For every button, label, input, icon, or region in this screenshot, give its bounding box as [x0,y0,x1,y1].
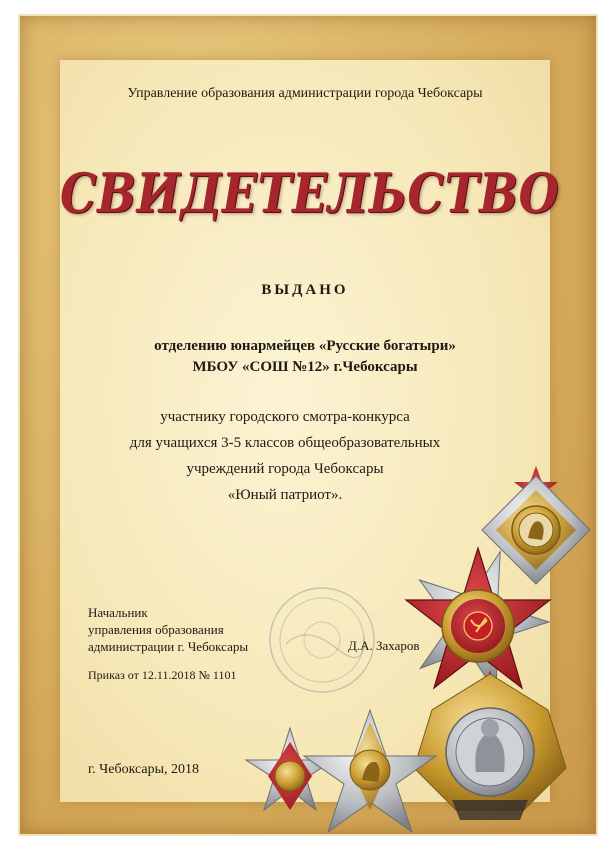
recipient-line: отделению юнармейцев «Русские богатыри» [154,338,456,354]
signer-title-line: администрации г. Чебоксары [88,639,249,654]
issuer-line: Управление образования администрации города Чебоксары [127,86,483,101]
place-date: г. Чебоксары, 2018 [88,762,200,777]
order-nakhimov-icon [246,728,334,810]
description-line: участнику городского смотра-конкурса [160,409,410,425]
description-line: учреждений города Чебоксары [186,461,384,477]
order-reference: Приказ от 12.11.2018 № 1101 [88,668,237,682]
description-line: «Юный патриот». [227,487,343,503]
description-line: для учащихся 3-5 классов общеобразовательных [129,435,441,451]
signer-title-line: Начальник [88,605,148,620]
order-kutuzov-icon [304,710,436,832]
issued-label: ВЫДАНО [261,282,349,298]
medals-illustration [240,460,612,842]
order-alexander-nevsky-icon [414,670,566,820]
signer-title [88,604,248,655]
signer-name: Д.А. Захаров [348,638,420,653]
recipient-block [60,336,550,378]
recipient-line: МБОУ «СОШ №12» г.Чебоксары [192,359,418,375]
certificate-title: СВИДЕТЕЛЬСТВО [60,161,560,225]
signer-title-line: управления образования [88,622,224,637]
